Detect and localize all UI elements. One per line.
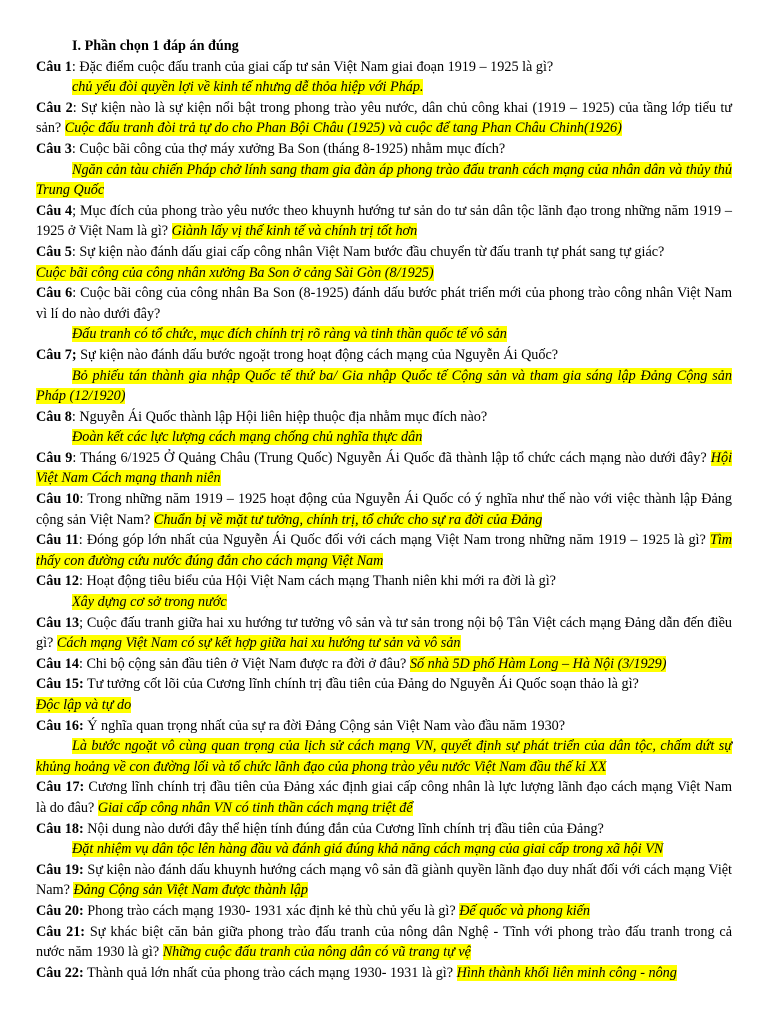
question-item <box>36 571 732 592</box>
question-label: Câu 8 <box>36 408 72 425</box>
question-text: Cuộc đấu tranh giữa hai xu hướng tư tưởng vô sản và tư sản trong nội bộ Tân Việt cách mạng Đảng dẫn đến điều gì? <box>36 614 732 652</box>
question-label: Câu 1 <box>36 58 72 75</box>
question-item <box>36 448 732 489</box>
question-list <box>36 57 732 984</box>
question-item <box>36 819 732 840</box>
answer-highlight: Tìm thấy con đường cứu nước đúng đắn cho cách mạng Việt Nam <box>36 532 733 569</box>
question-label: Câu 12 <box>36 573 79 590</box>
question-text: Đặc điểm cuộc đấu tranh của giai cấp tư sản Việt Nam giai đoạn 1919 – 1925 là gì? <box>79 58 554 75</box>
answer-highlight: Ngăn cản tàu chiến Pháp chở lính sang tham gia đàn áp phong trào đấu tranh cách mạng của nhân dân và thủy thủ Trung Quốc <box>36 161 732 199</box>
question-item <box>36 777 732 818</box>
question-label: Câu 11 <box>36 532 79 549</box>
answer-highlight: Xây dựng cơ sở trong nước <box>72 594 227 611</box>
question-label: Câu 15: <box>36 676 84 693</box>
question-item <box>36 57 732 78</box>
answer-highlight: chủ yếu đòi quyền lợi về kinh tế nhưng dễ thỏa hiệp với Pháp. <box>72 79 424 96</box>
question-label: Câu 7; <box>36 346 77 363</box>
question-text: Mục đích của phong trào yêu nước theo khuynh hướng tư sản do tư sản dân tộc lãnh đạo trong những năm 1919 – 1925 ở Việt Nam là gì? <box>36 202 732 240</box>
answer-line <box>36 427 732 448</box>
question-text: Cuộc bãi công của thợ máy xưởng Ba Son (tháng 8-1925) nhằm mục đích? <box>79 140 506 157</box>
question-item <box>36 901 732 922</box>
question-label: Câu 2 <box>36 99 73 116</box>
answer-highlight: Cuộc bãi công của công nhân xưởng Ba Son ở cảng Sài Gòn (8/1925) <box>36 264 434 281</box>
answer-highlight: Là bước ngoặt vô cùng quan trọng của lịch sử cách mạng VN, quyết định sự phát triển của dân tộc, chấm dứt sự khủng hoảng về con đường lối và tổ chức lãnh đạo của phong trào yêu nước Việt Nam đầu thế kỉ XX <box>36 738 732 775</box>
answer-highlight: Độc lập và tự do <box>36 697 132 713</box>
question-text: Phong trào cách mạng 1930- 1931 xác định kẻ thù chủ yếu là gì? <box>87 902 456 919</box>
question-label: Câu 18: <box>36 820 84 837</box>
question-text: Sự kiện nào đánh dấu khuynh hướng cách mạng vô sản đã giành quyền lãnh đạo duy nhất đối với cách mạng Việt Nam? <box>36 861 733 899</box>
question-item <box>36 407 732 428</box>
question-item <box>36 613 732 654</box>
answer-line <box>36 160 732 201</box>
question-separator: : <box>79 491 88 508</box>
question-item <box>36 922 732 963</box>
question-separator: ; <box>79 614 87 631</box>
answer-highlight: Những cuộc đấu tranh của nông dân có vũ trang tự vệ <box>162 944 471 961</box>
question-label: Câu 9 <box>36 449 73 466</box>
answer-highlight: Đảng Cộng sản Việt Nam được thành lập <box>73 882 308 899</box>
question-item <box>36 283 732 324</box>
answer-highlight: Cách mạng Việt Nam có sự kết hợp giữa hai xu hướng tư sản và vô sản <box>56 635 461 652</box>
question-text: Cương lĩnh chính trị đầu tiên của Đảng xác định giai cấp công nhân là lực lượng lãnh đạo cách mạng Việt Nam là do đâu? <box>36 779 732 816</box>
question-item <box>36 860 732 901</box>
question-label: Câu 4 <box>36 202 73 219</box>
question-item <box>36 963 732 984</box>
question-label: Câu 22: <box>36 964 84 981</box>
question-label: Câu 16: <box>36 717 84 734</box>
question-separator: : <box>71 58 80 75</box>
answer-highlight: Cuộc đấu tranh đòi trả tự do cho Phan Bội Châu (1925) và cuộc để tang Phan Châu Chinh(1926) <box>64 120 622 137</box>
question-label: Câu 14 <box>36 655 79 672</box>
answer-highlight: Đế quốc và phong kiến <box>459 902 590 919</box>
question-separator: : <box>78 532 87 549</box>
question-item <box>36 489 732 530</box>
question-text: Đóng góp lớn nhất của Nguyễn Ái Quốc đối với cách mạng Việt Nam trong những năm 1919 – 1925 là gì? <box>86 532 706 549</box>
question-label: Câu 21: <box>36 923 86 940</box>
answer-highlight: Hội Việt Nam Cách mạng thanh niên <box>36 449 733 487</box>
question-text: Nội dung nào dưới đây thể hiện tính đúng đắn của Cương lĩnh chính trị đầu tiên của Đảng? <box>87 820 604 837</box>
question-text: Tư tưởng cốt lõi của Cương lĩnh chính trị đầu tiên của Đảng do Nguyễn Ái Quốc soạn thảo là gì? <box>87 676 639 693</box>
answer-highlight: Đấu tranh có tổ chức, mục đích chính trị rõ ràng và tinh thần quốc tế vô sản <box>72 326 507 343</box>
question-item <box>36 242 732 263</box>
question-text: Tháng 6/1925 Ở Quảng Châu (Trung Quốc) Nguyễn Ái Quốc đã thành lập tổ chức cách mạng nào dưới đây? <box>80 449 707 466</box>
document-page <box>36 36 732 983</box>
question-item <box>36 674 732 695</box>
question-item <box>36 530 732 571</box>
question-text: Nguyễn Ái Quốc thành lập Hội liên hiệp thuộc địa nhằm mục đích nào? <box>79 408 488 425</box>
question-item <box>36 139 732 160</box>
question-item <box>36 98 732 139</box>
question-text: Sự kiện nào là sự kiện nổi bật trong phong trào yêu nước, dân chủ công khai (1919 – 1925) của tầng lớp tiểu tư sản? <box>36 99 732 137</box>
question-label: Câu 6 <box>36 285 73 302</box>
answer-highlight: Bỏ phiếu tán thành gia nhập Quốc tế thứ ba/ Gia nhập Quốc tế Cộng sản và tham gia sáng lập Đảng Cộng sản Pháp (12/1920) <box>36 367 732 405</box>
question-text: Sự kiện nào đánh dấu bước ngoặt trong hoạt động cách mạng của Nguyễn Ái Quốc? <box>80 346 559 363</box>
question-label: Câu 17: <box>36 779 85 796</box>
question-separator: : <box>71 243 80 260</box>
question-text: Ý nghĩa quan trọng nhất của sự ra đời Đảng Cộng sản Việt Nam vào đầu năm 1930? <box>87 717 566 734</box>
answer-line <box>36 592 732 613</box>
question-item <box>36 654 732 675</box>
question-label: Câu 20: <box>36 902 84 919</box>
answer-highlight: Chuẩn bị về mặt tư tưởng, chính trị, tổ chức cho sự ra đời của Đảng <box>153 511 543 528</box>
answer-line <box>36 77 732 98</box>
question-label: Câu 5 <box>36 243 72 260</box>
answer-highlight: Giành lấy vị thế kinh tế và chính trị tốt hơn <box>171 223 418 240</box>
answer-highlight: Số nhà 5D phố Hàm Long – Hà Nội (3/1929) <box>409 655 667 672</box>
section-heading: I. Phần chọn 1 đáp án đúng <box>72 38 239 54</box>
question-item <box>36 345 732 366</box>
question-text: Chi bộ cộng sản đầu tiên ở Việt Nam được ra đời ở đâu? <box>86 655 407 672</box>
question-label: Câu 19: <box>36 861 84 878</box>
answer-line <box>36 736 732 777</box>
question-separator: : <box>72 285 81 302</box>
answer-highlight: Giai cấp công nhân VN có tinh thần cách mạng triệt để <box>97 799 413 816</box>
question-separator: ; <box>72 202 80 219</box>
answer-highlight: Đoàn kết các lực lượng cách mạng chống chủ nghĩa thực dân <box>72 429 423 446</box>
question-item <box>36 716 732 737</box>
question-label: Câu 10 <box>36 491 80 508</box>
question-text: Hoạt động tiêu biểu của Hội Việt Nam cách mạng Thanh niên khi mới ra đời là gì? <box>86 573 556 590</box>
answer-line <box>36 263 732 284</box>
question-text: Sự khác biệt căn bản giữa phong trào đấu tranh của nông dân Nghệ - Tĩnh với phong trào đấu tranh trong cả nước năm 1930 là gì? <box>36 923 733 961</box>
question-separator: : <box>72 99 82 116</box>
answer-highlight: Đặt nhiệm vụ dân tộc lên hàng đầu và đánh giá đúng khả năng cách mạng của giai cấp trong xã hội VN <box>72 841 664 858</box>
question-text: Sự kiện nào đánh dấu giai cấp công nhân Việt Nam bước đầu chuyển từ đấu tranh tự phát sang tự giác? <box>79 243 665 260</box>
question-item <box>36 201 732 242</box>
question-separator: : <box>78 655 87 672</box>
question-separator: : <box>78 573 87 590</box>
answer-line <box>36 366 732 407</box>
question-text: Trong những năm 1919 – 1925 hoạt động của Nguyễn Ái Quốc có ý nghĩa như thế nào với việc thành lập Đảng cộng sản Việt Nam? <box>36 491 732 528</box>
question-text: Cuộc bãi công của công nhân Ba Son (8-1925) đánh dấu bước phát triển mới của phong trào công nhân Việt Nam vì lí do nào dưới đây? <box>36 285 732 322</box>
question-label: Câu 3 <box>36 140 72 157</box>
question-label: Câu 13 <box>36 614 80 631</box>
answer-highlight: Hình thành khối liên minh công - nông <box>456 964 677 981</box>
answer-line <box>36 839 732 860</box>
answer-line <box>36 695 732 716</box>
question-separator: : <box>71 140 80 157</box>
question-text: Thành quả lớn nhất của phong trào cách mạng 1930- 1931 là gì? <box>87 964 454 981</box>
answer-line <box>36 324 732 345</box>
question-separator: : <box>72 449 81 466</box>
question-separator: : <box>71 408 80 425</box>
